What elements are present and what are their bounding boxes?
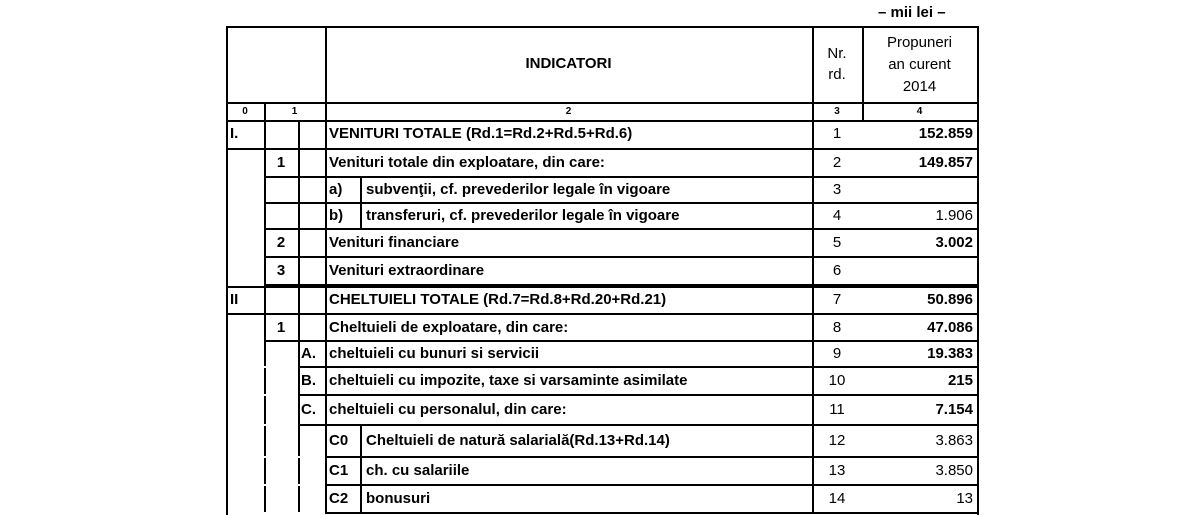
row-col-line — [325, 230, 327, 256]
row-value: 7.154 — [935, 401, 973, 418]
table-border-right — [977, 26, 979, 515]
row-rd: 11 — [829, 401, 845, 418]
row-label: Cheltuieli de exploatare, din care: — [329, 318, 569, 336]
row-rd: 8 — [832, 318, 842, 336]
row-value: 3.002 — [935, 234, 973, 251]
row-rd: 3 — [832, 181, 842, 198]
row-bottom-line — [264, 176, 979, 178]
row-value: 3.850 — [935, 462, 973, 479]
row-col-line — [298, 342, 300, 366]
row-col-line — [325, 315, 327, 340]
row-col-line — [325, 396, 327, 424]
row-col-line — [298, 426, 300, 456]
row-col-line — [325, 458, 327, 484]
row-value: 1.906 — [935, 207, 973, 224]
row-col-line — [298, 258, 300, 284]
row-letter: A. — [301, 345, 316, 362]
sub-col-line — [360, 178, 362, 202]
row-top-line — [226, 120, 979, 122]
row-value: 47.086 — [927, 318, 973, 336]
row-label: bonusuri — [366, 490, 431, 507]
row-sub-marker: C2 — [329, 490, 349, 507]
colnum-4: 4 — [916, 106, 923, 117]
row-label: Venituri totale din exploatare, din care: — [329, 154, 605, 171]
row-label: cheltuieli cu bunuri si servicii — [329, 345, 540, 362]
row-label: cheltuieli cu personalul, din care: — [329, 401, 567, 418]
row-value: 3.863 — [935, 432, 973, 449]
row-col-line — [298, 486, 300, 512]
row-col-line — [298, 178, 300, 202]
row-col-line — [325, 150, 327, 176]
row-bottom-line — [264, 228, 979, 230]
row-number: 3 — [276, 262, 286, 279]
row-top-line — [226, 286, 979, 288]
row-bottom-line — [264, 202, 979, 204]
header-nr: Nr. — [827, 45, 847, 62]
table-border-top — [226, 26, 979, 28]
row-bottom-line — [226, 148, 979, 150]
row-col-line — [298, 150, 300, 176]
row-label: transferuri, cf. prevederilor legale în vigoare — [366, 207, 680, 224]
row-col-line — [264, 458, 266, 484]
row-bottom-line — [325, 484, 979, 486]
row-col-line — [298, 204, 300, 228]
row-col-line — [298, 230, 300, 256]
colnum-2: 2 — [565, 106, 572, 117]
row-col-line — [298, 458, 300, 484]
row-col-line — [298, 315, 300, 340]
row-number: 1 — [276, 154, 286, 171]
row-bottom-line — [264, 340, 979, 342]
row-roman: I. — [230, 125, 239, 142]
sub-col-line — [360, 458, 362, 484]
colnum-3: 3 — [834, 106, 840, 117]
row-label: Venituri financiare — [329, 234, 460, 251]
row-col-line — [325, 120, 327, 148]
colnum-1: 1 — [291, 106, 298, 117]
row-rd: 13 — [828, 462, 846, 479]
row-col-line — [264, 368, 266, 394]
header-indicatori: INDICATORI — [525, 55, 612, 72]
row-col-line — [298, 286, 300, 313]
row-col-line — [325, 204, 327, 228]
row-bottom-line — [298, 424, 979, 426]
sub-col-line — [360, 204, 362, 228]
row-col-line — [298, 120, 300, 148]
row-bottom-line — [325, 456, 979, 458]
row-bottom-line — [325, 512, 979, 514]
row-roman: II — [230, 290, 239, 308]
row-rd: 4 — [832, 207, 842, 224]
row-col-line — [264, 426, 266, 456]
sub-col-line — [360, 486, 362, 512]
row-value: 149.857 — [918, 154, 973, 171]
row-rd: 6 — [832, 262, 842, 279]
row-col-line — [325, 486, 327, 512]
row-col-line — [325, 368, 327, 394]
row-col-line — [325, 258, 327, 284]
row-bottom-line — [298, 366, 979, 368]
row-bottom-line — [264, 256, 979, 258]
row-label: Cheltuieli de natură salarială(Rd.13+Rd.14) — [366, 432, 670, 449]
row-col-line — [325, 286, 327, 313]
row-value: 13 — [956, 490, 973, 507]
row-label: ch. cu salariile — [366, 462, 470, 479]
header-proposal-2: an curent — [888, 56, 951, 73]
sub-col-line — [360, 426, 362, 456]
row-number: 1 — [276, 318, 286, 336]
header-proposal-1: Propuneri — [886, 34, 953, 51]
header-proposal-3: 2014 — [902, 78, 937, 95]
row-sub-marker: a) — [329, 181, 343, 198]
row-rd: 7 — [832, 290, 842, 308]
row-bottom-line — [298, 394, 979, 396]
row-letter: B. — [301, 372, 316, 389]
row-rd: 12 — [828, 432, 846, 449]
row-col-line — [264, 342, 266, 366]
row-value: 215 — [947, 372, 973, 389]
header-bottom-line — [226, 102, 979, 104]
row-letter: C. — [301, 401, 316, 418]
row-col-line — [264, 486, 266, 512]
row-rd: 2 — [832, 154, 842, 171]
row-rd: 14 — [828, 490, 846, 507]
header-rd: rd. — [828, 66, 846, 83]
table-border-left — [226, 26, 228, 515]
row-label: Venituri extraordinare — [329, 262, 485, 279]
row-value: 19.383 — [927, 345, 973, 362]
row-col-line — [298, 368, 300, 394]
row-col-line — [264, 286, 266, 313]
row-label: CHELTUIELI TOTALE (Rd.7=Rd.8+Rd.20+Rd.21) — [329, 290, 667, 308]
row-sub-marker: C0 — [329, 432, 349, 449]
row-rd: 9 — [832, 345, 842, 362]
row-label: cheltuieli cu impozite, taxe si varsaminte asimilate — [329, 372, 688, 389]
row-label: subvenţii, cf. prevederilor legale în vigoare — [366, 181, 671, 198]
row-col-line — [325, 342, 327, 366]
row-col-line — [325, 426, 327, 456]
row-rd: 1 — [832, 125, 842, 142]
row-bottom-line — [226, 313, 979, 315]
row-number: 2 — [276, 234, 286, 251]
row-sub-marker: b) — [329, 207, 344, 224]
row-label: VENITURI TOTALE (Rd.1=Rd.2+Rd.5+Rd.6) — [329, 125, 633, 142]
row-rd: 5 — [832, 234, 842, 251]
unit-label: – mii lei – — [878, 4, 946, 21]
row-value: 152.859 — [918, 125, 973, 142]
row-sub-marker: C1 — [329, 462, 349, 479]
row-col-line — [264, 120, 266, 148]
row-value: 50.896 — [927, 290, 973, 308]
row-col-line — [264, 396, 266, 424]
row-col-line — [264, 204, 266, 228]
row-col-line — [325, 178, 327, 202]
row-col-line — [298, 396, 300, 424]
row-col-line — [264, 178, 266, 202]
colnum-0: 0 — [242, 106, 248, 117]
row-rd: 10 — [828, 372, 846, 389]
